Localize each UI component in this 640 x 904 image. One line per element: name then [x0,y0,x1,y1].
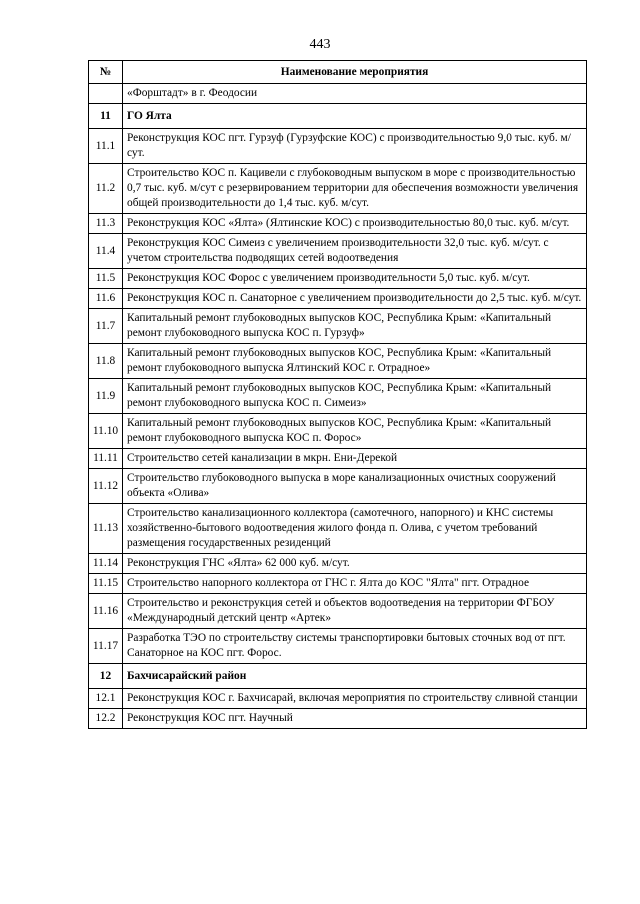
table-row [89,574,587,594]
row-number: 12 [89,664,123,689]
row-number: 11.11 [89,449,123,469]
table-row [89,84,587,104]
row-text: Реконструкция КОС Форос с увеличением производительности 5,0 тыс. куб. м/сут. [123,269,587,289]
row-text: Реконструкция КОС пгт. Научный [123,709,587,729]
row-text: Строительство канализационного коллектора (самотечного, напорного) и КНС системы хозяйственно-бытового водоотведения жилого фонда п. Олива, с учетом требований размещения государственных резиденций [123,504,587,554]
row-text: Реконструкция КОС пгт. Гурзуф (Гурзуфские КОС) с производительностью 9,0 тыс. куб. м/сут. [123,129,587,164]
row-text: Капитальный ремонт глубоководных выпусков КОС, Республика Крым: «Капитальный ремонт глубоководного выпуска КОС п. Форос» [123,414,587,449]
row-text: Капитальный ремонт глубоководных выпусков КОС, Республика Крым: «Капитальный ремонт глубоководного выпуска КОС п. Гурзуф» [123,309,587,344]
row-number: 11.1 [89,129,123,164]
table-body [89,84,587,729]
table-row [89,709,587,729]
row-text: Строительство сетей канализации в мкрн. Ени-Дерекой [123,449,587,469]
row-number: 11.2 [89,164,123,214]
row-text: Строительство глубоководного выпуска в море канализационных очистных сооружений объекта «Олива» [123,469,587,504]
row-number: 11.15 [89,574,123,594]
row-number: 11.3 [89,214,123,234]
row-number: 11.9 [89,379,123,414]
row-number: 11.12 [89,469,123,504]
row-text: «Форштадт» в г. Феодосии [123,84,587,104]
table-row [89,469,587,504]
table-row [89,449,587,469]
table-row [89,309,587,344]
table-row [89,414,587,449]
row-text: Реконструкция КОС г. Бахчисарай, включая мероприятия по строительству сливной станции [123,689,587,709]
table-row [89,629,587,664]
row-text: Капитальный ремонт глубоководных выпусков КОС, Республика Крым: «Капитальный ремонт глубоководного выпуска КОС п. Симеиз» [123,379,587,414]
table-row [89,689,587,709]
table-row [89,269,587,289]
row-text: Капитальный ремонт глубоководных выпусков КОС, Республика Крым: «Капитальный ремонт глубоководного выпуска Ялтинский КОС г. Отрадное» [123,344,587,379]
table-row [89,234,587,269]
section-row [89,104,587,129]
section-title: ГО Ялта [123,104,587,129]
row-number: 11.17 [89,629,123,664]
row-number: 11.7 [89,309,123,344]
row-number: 12.1 [89,689,123,709]
table-row [89,164,587,214]
row-number: 11.8 [89,344,123,379]
row-number: 11.13 [89,504,123,554]
row-text: Реконструкция КОС «Ялта» (Ялтинские КОС) с производительностью 80,0 тыс. куб. м/сут. [123,214,587,234]
row-number [89,84,123,104]
section-row [89,664,587,689]
row-number: 11 [89,104,123,129]
header-number: № [89,61,123,84]
row-text: Разработка ТЭО по строительству системы транспортировки бытовых сточных вод от пгт. Санаторное на КОС пгт. Форос. [123,629,587,664]
table-header-row [89,61,587,84]
table-row [89,289,587,309]
section-title: Бахчисарайский район [123,664,587,689]
measures-table [88,60,587,729]
row-text: Реконструкция КОС п. Санаторное с увеличением производительности до 2,5 тыс. куб. м/сут. [123,289,587,309]
row-text: Строительство и реконструкция сетей и объектов водоотведения на территории ФГБОУ «Международный детский центр «Артек» [123,594,587,629]
row-number: 11.16 [89,594,123,629]
row-number: 11.6 [89,289,123,309]
row-number: 12.2 [89,709,123,729]
row-number: 11.10 [89,414,123,449]
table-row [89,554,587,574]
header-name: Наименование мероприятия [123,61,587,84]
page-number: 443 [309,37,331,52]
table-row [89,129,587,164]
row-text: Реконструкция КОС Симеиз с увеличением производительности 32,0 тыс. куб. м/сут. с учетом строительства подводящих сетей водоотведения [123,234,587,269]
row-text: Строительство КОС п. Кацивели с глубоководным выпуском в море с производительностью 0,7 тыс. куб. м/сут с резервированием территории для обеспечения возможности увеличения общей производительности до 1,4 тыс. куб. м/сут. [123,164,587,214]
table-row [89,214,587,234]
table-row [89,379,587,414]
row-text: Реконструкция ГНС «Ялта» 62 000 куб. м/сут. [123,554,587,574]
row-number: 11.5 [89,269,123,289]
row-number: 11.14 [89,554,123,574]
row-number: 11.4 [89,234,123,269]
table-row [89,344,587,379]
row-text: Строительство напорного коллектора от ГНС г. Ялта до КОС "Ялта" пгт. Отрадное [123,574,587,594]
table-row [89,594,587,629]
table-row [89,504,587,554]
